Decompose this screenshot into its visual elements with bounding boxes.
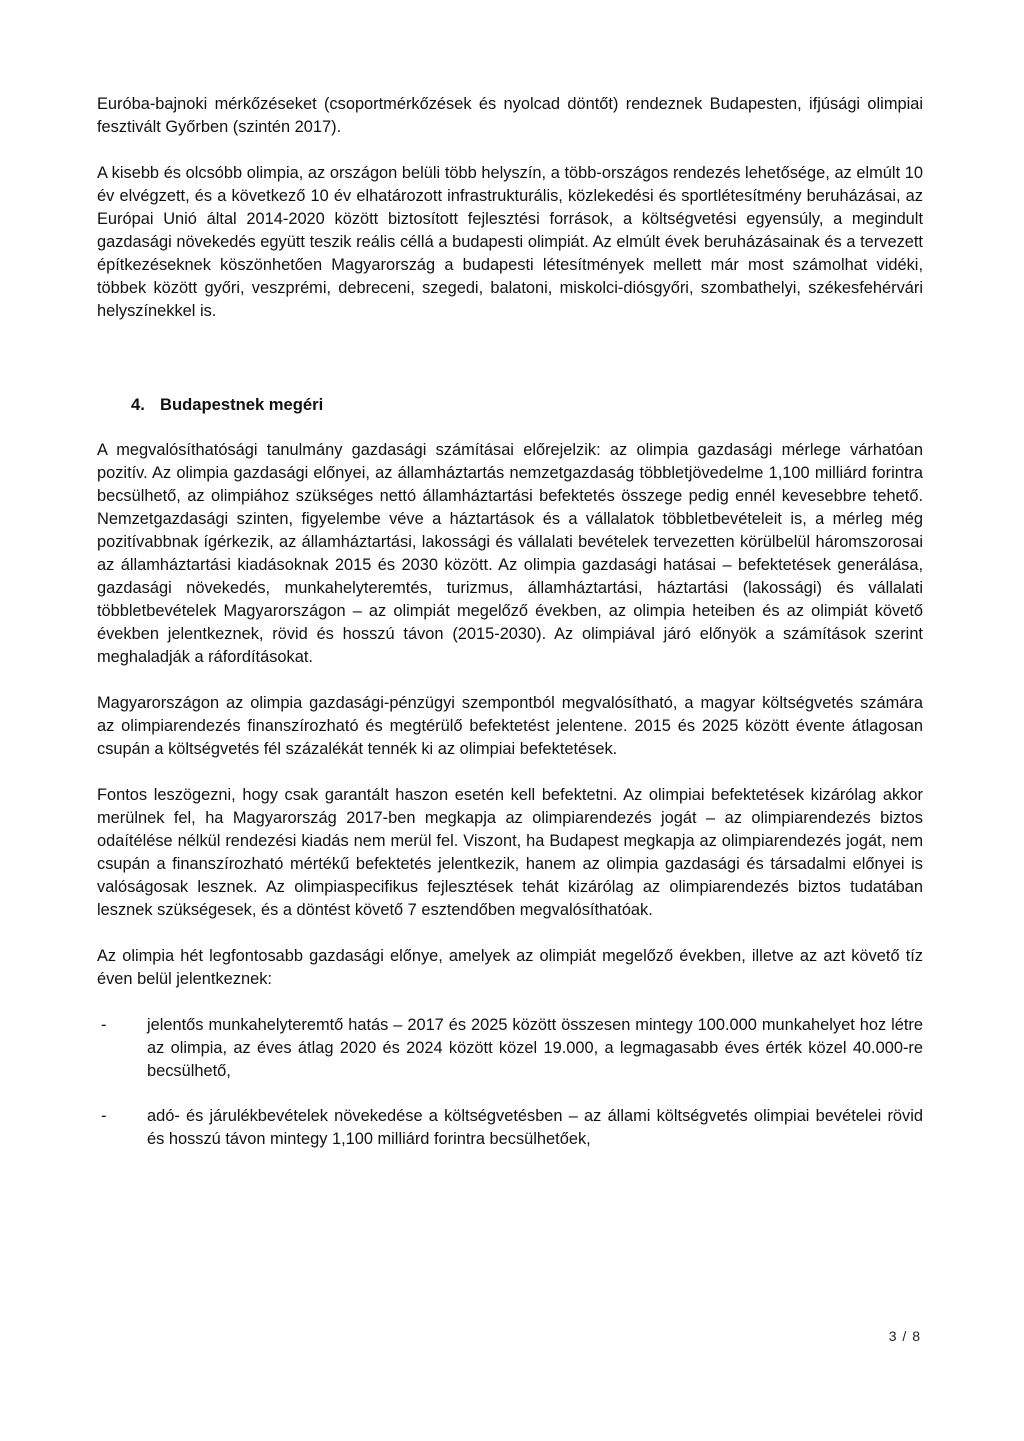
section-title: Budapestnek megéri <box>160 395 324 414</box>
list-bullet: - <box>101 1107 107 1125</box>
section-heading <box>97 393 923 416</box>
document-body <box>97 93 923 1173</box>
paragraph-economic-forecast: A megvalósíthatósági tanulmány gazdasági számításai előrejelzik: az olimpia gazdasági mérlege várhatóan pozitív. Az olimpia gazdasági előnyei, az államháztartás nemzetgazdaság többletjövedelme 1,100 milliárd forintra becsülhető, az olimpiához szükséges nettó államháztartási befektetés összege pedig ennél kevesebbre tehető. Nemzetgazdasági szinten, figyelembe véve a háztartások és a vállalatok többletbevételeit is, a mérleg még pozitívabbnak ígérkezik, az államháztartási, lakossági és vállalati bevételek tervezetten körülbelül háromszorosai az államháztartási kiadásoknak 2015 és 2030 között. Az olimpia gazdasági hatásai – befektetések generálása, gazdasági növekedés, munkahelyteremtés, turizmus, államháztartási, háztartási (lakossági) és vállalati többletbevételek Magyarországon – az olimpiát megelőző években, az olimpia heteiben és az olimpiát követő években jelentkeznek, rövid és hosszú távon (2015-2030). Az olimpiával járó előnyök a számítások szerint meghaladják a ráfordításokat. <box>97 441 923 666</box>
list-item-text: adó- és járulékbevételek növekedése a költségvetésben – az állami költségvetés olimpiai bevételei rövid és hosszú távon mintegy 1,100 milliárd forintra becsülhetőek, <box>147 1107 923 1148</box>
paragraph-seven-benefits-intro: Az olimpia hét legfontosabb gazdasági előnye, amelyek az olimpiát megelőző években, illetve az azt követő tíz éven belül jelentkeznek: <box>97 947 923 988</box>
section-number: 4. <box>131 395 145 414</box>
paragraph-olympics-overview: A kisebb és olcsóbb olimpia, az országon belüli több helyszín, a több-országos rendezés lehetősége, az elmúlt 10 év elvégzett, és a következő 10 év elhatározott infrastrukturális, közlekedési és sportlétesítmény beruházásai, az Európai Unió által 2014-2020 között biztosított fejlesztési források, a költségvetési egyensúly, a megindult gazdasági növekedés együtt teszik reális céllá a budapesti olimpiát. Az elmúlt évek beruházásainak és a tervezett építkezéseknek köszönhetően Magyarország a budapesti létesítmények mellett már most számolhat vidéki, többek között győri, veszprémi, debreceni, szegedi, balatoni, miskolci-diósgyőri, szombathelyi, székesfehérvári helyszínekkel is. <box>97 164 923 320</box>
paragraph-intro: Euróba-bajnoki mérkőzéseket (csoportmérkőzések és nyolcad döntőt) rendeznek Budapesten, ifjúsági olimpiai fesztivált Győrben (szintén 2017). <box>97 95 923 136</box>
paragraph-budget-feasibility: Magyarországon az olimpia gazdasági-pénzügyi szempontból megvalósítható, a magyar költségvetés számára az olimpiarendezés finanszírozható és megtérülő befektetést jelentene. 2015 és 2025 között évente átlagosan csupán a költségvetés fél százalékát tennék ki az olimpiai befektetések. <box>97 694 923 758</box>
list-bullet: - <box>101 1016 107 1034</box>
benefits-list <box>97 1014 923 1151</box>
list-item <box>97 1105 923 1151</box>
list-item-text: jelentős munkahelyteremtő hatás – 2017 és 2025 között összesen mintegy 100.000 munkahelyet hoz létre az olimpia, az éves átlag 2020 és 2024 között közel 19.000, a legmagasabb éves érték közel 40.000-re becsülhető, <box>147 1016 923 1080</box>
paragraph-guaranteed-return: Fontos leszögezni, hogy csak garantált haszon esetén kell befektetni. Az olimpiai befektetések kizárólag akkor merülnek fel, ha Magyarország 2017-ben megkapja az olimpiarendezés jogát – az olimpiarendezés biztos odaítélése nélkül rendezési kiadás nem merül fel. Viszont, ha Budapest megkapja az olimpiarendezés jogát, nem csupán a finanszírozható mértékű befektetés jelentkezik, hanem az olimpia gazdasági és társadalmi előnyei is valóságosak lesznek. Az olimpiaspecifikus fejlesztések tehát kizárólag az olimpiarendezés biztos tudatában lesznek szükségesek, és a döntést követő 7 esztendőben megvalósíthatóak. <box>97 786 923 919</box>
page-number: 3 / 8 <box>888 1328 921 1344</box>
list-item <box>97 1014 923 1083</box>
